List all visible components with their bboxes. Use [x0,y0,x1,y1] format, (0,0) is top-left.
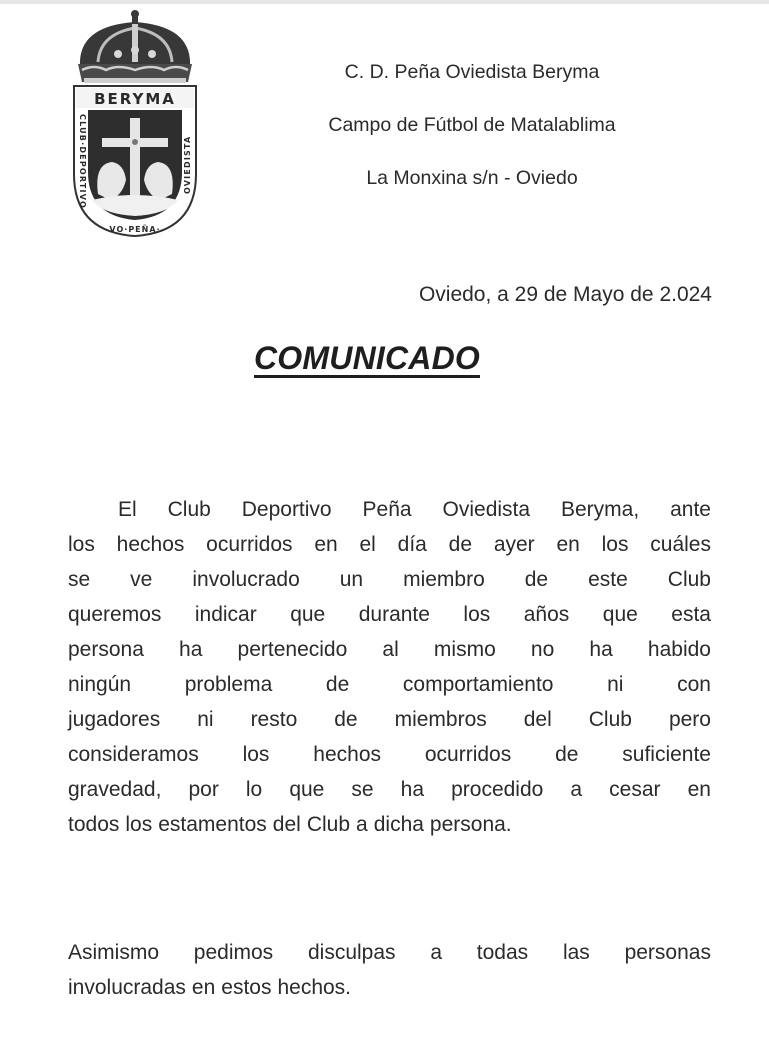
text-line [68,935,711,970]
word: Club [667,568,711,591]
word: en [191,976,216,999]
word: lo [245,778,263,801]
word: pedimos [193,941,274,964]
text-line [68,702,711,737]
svg-text:BERYMA: BERYMA [94,90,176,108]
word: ha [400,778,425,801]
word: los [242,743,270,766]
text-line [68,737,711,772]
word: suficiente [622,743,711,766]
word: hechos [313,743,381,766]
word: ocurridos [206,533,293,556]
word: miembros [394,708,487,731]
word: indicar [194,603,257,626]
word: de [555,743,579,766]
word: Deportivo [241,498,332,521]
word: este [588,568,628,591]
word: disculpas [307,941,396,964]
word: no [530,638,555,661]
word: pertenecido [237,638,348,661]
word: Club [306,813,351,836]
word: el [359,533,376,556]
word: en [314,533,338,556]
word: queremos [68,603,162,626]
text-line [68,807,711,842]
word: dicha [373,813,424,836]
word: consideramos [68,743,199,766]
word: ve [130,568,153,591]
text-line [68,667,711,702]
date-line: Oviedo, a 29 de Mayo de 2.024 [418,283,712,306]
word: jugadores [68,708,161,731]
word: los [125,813,153,836]
word: ha [589,638,613,661]
word: estos [221,976,272,999]
word: los [463,603,491,626]
word: a [356,813,368,836]
word: ha [179,638,203,661]
word: estamentos [158,813,267,836]
word: se [351,778,374,801]
word: los [68,533,95,556]
word: del [523,708,552,731]
word: de [524,568,549,591]
word: ante [670,498,711,521]
word: El [118,498,137,521]
word: en [556,533,580,556]
word: Asimismo [68,941,160,964]
word: de [448,533,473,556]
word: persona. [429,813,512,836]
word: personas [624,941,711,964]
club-name: C. D. Peña Oviedista Beryma [344,61,600,83]
club-address: La Monxina s/n - Oviedo [366,167,578,189]
word: Peña [362,498,412,521]
text-line [68,562,711,597]
body-paragraph-1 [68,492,711,842]
svg-text:OVIEDISTA: OVIEDISTA [183,135,192,194]
word: que [290,603,326,626]
word: ningún [68,673,132,696]
word: todos [68,813,120,836]
word: las [562,941,590,964]
word: todas [476,941,529,964]
word: Beryma, [560,498,640,521]
word: ni [607,673,624,696]
svg-text:VO·PEÑA·: VO·PEÑA· [109,225,161,234]
word: por [188,778,219,801]
word: día [397,533,427,556]
word: ayer [493,533,535,556]
word: con [677,673,711,696]
word: durante [358,603,430,626]
word: ocurridos [424,743,512,766]
word: problema [184,673,273,696]
word: hechos. [277,976,352,999]
text-line [68,970,711,1005]
word: cuáles [650,533,711,556]
club-crest-icon [68,4,202,240]
word: resto [250,708,298,731]
letterhead-address [262,52,682,211]
word: habido [647,638,711,661]
word: gravedad, [68,778,162,801]
word: años [523,603,570,626]
word: comportamiento [402,673,554,696]
word: de [325,673,350,696]
word: pero [668,708,711,731]
word: que [289,778,325,801]
word: Club [588,708,632,731]
word: del [272,813,301,836]
word: de [334,708,358,731]
word: esta [671,603,711,626]
word: cesar [609,778,661,801]
word: mismo [433,638,496,661]
text-line [68,597,711,632]
text-line [68,492,711,527]
word: Oviedista [442,498,531,521]
word: los [601,533,629,556]
document-title: COMUNICADO [254,340,480,376]
text-line [68,772,711,807]
word: hechos [116,533,185,556]
word: a [570,778,583,801]
word: ni [197,708,214,731]
word: que [602,603,638,626]
word: Club [167,498,211,521]
text-line [68,527,711,562]
text-line [68,632,711,667]
body-paragraph-2 [68,935,711,1005]
word: al [382,638,399,661]
word: procedido [451,778,544,801]
word: involucrado [192,568,300,591]
word: a [430,941,442,964]
word: involucradas [68,976,186,999]
word: un [339,568,364,591]
word: miembro [403,568,485,591]
word: persona [68,638,144,661]
svg-text:CLUB·DEPORTIVO: CLUB·DEPORTIVO [78,114,87,209]
word: se [68,568,91,591]
word: en [687,778,711,801]
club-ground: Campo de Fútbol de Matalablima [328,114,616,136]
